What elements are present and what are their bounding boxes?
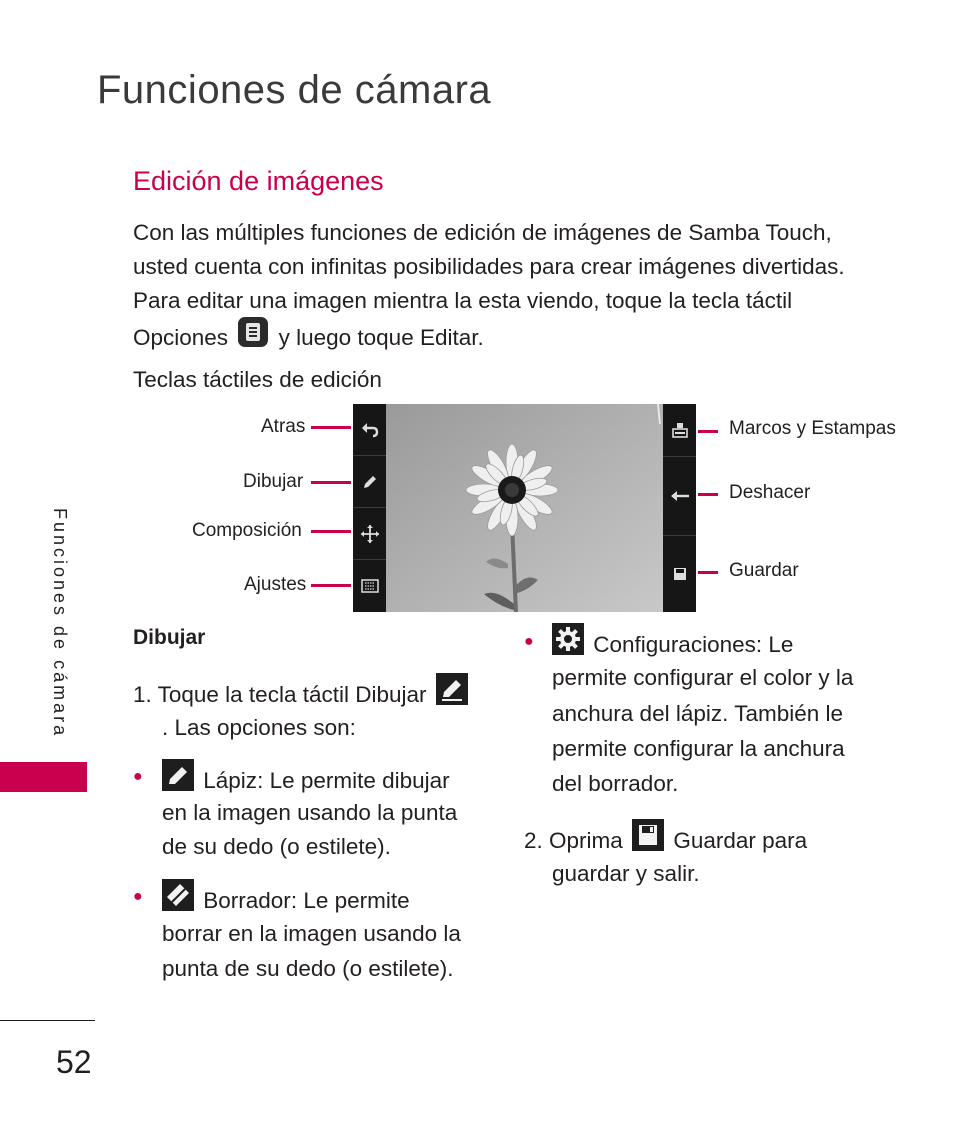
chapter-tab-bar	[0, 762, 87, 792]
callout-line	[311, 584, 351, 587]
borrador-line3: punta de su dedo (o estilete).	[162, 956, 454, 981]
step1-text: 1. Toque la tecla táctil Dibujar	[133, 681, 427, 707]
config-term: Configuraciones	[593, 631, 756, 657]
callout-composicion: Composición	[192, 520, 302, 541]
callout-line	[311, 481, 351, 484]
lapiz-desc: : Le permite dibujar	[257, 767, 450, 793]
intro-line: Para editar una imagen mientra la esta viendo, toque la tecla táctil	[133, 288, 793, 313]
bullet-dot: ●	[133, 768, 143, 785]
callout-line	[698, 571, 718, 574]
callout-guardar: Guardar	[729, 560, 799, 581]
config-line5: del borrador.	[552, 771, 679, 796]
right-key-column	[663, 404, 696, 612]
callout-line	[311, 530, 351, 533]
draw-key[interactable]	[353, 456, 386, 508]
step2-save-text: Guardar para	[673, 827, 808, 853]
lapiz-term: Lápiz	[203, 767, 258, 793]
settings-gear-icon	[552, 623, 584, 665]
side-chapter-label	[48, 508, 78, 758]
side-chapter-text: Funciones de cámara	[50, 508, 70, 739]
page-title: Funciones de cámara	[97, 68, 492, 112]
intro-paragraph	[133, 216, 913, 360]
lapiz-line2: en la imagen usando la punta	[162, 800, 458, 825]
callout-line	[311, 426, 351, 429]
intro-after-icon: y luego toque Editar.	[278, 324, 484, 350]
callout-deshacer: Deshacer	[729, 482, 811, 503]
back-key[interactable]	[353, 404, 386, 456]
draw-pencil-icon	[436, 673, 468, 715]
sample-photo	[386, 404, 663, 612]
callout-line	[698, 493, 718, 496]
adjust-key[interactable]	[353, 560, 386, 612]
options-menu-icon	[237, 316, 269, 358]
callout-atras: Atras	[261, 416, 306, 437]
config-desc: : Le	[755, 631, 794, 657]
move-cross-icon	[360, 524, 380, 544]
callout-marcos: Marcos y Estampas	[729, 418, 896, 439]
undo-arrow-icon	[670, 490, 690, 502]
intro-line: usted cuenta con infinitas posibilidades para crear imágenes divertidas.	[133, 254, 845, 279]
page-number: 52	[56, 1044, 92, 1080]
intro-options-word: Opciones	[133, 324, 229, 350]
config-line4: permite configurar la anchura	[552, 736, 845, 761]
undo-key[interactable]	[663, 457, 696, 536]
page-rule	[0, 1020, 95, 1021]
bullet-dot: ●	[524, 633, 534, 650]
section-title: Edición de imágenes	[133, 166, 384, 196]
callout-dibujar: Dibujar	[243, 471, 304, 492]
bullet-dot: ●	[133, 888, 143, 905]
config-line2: permite configurar el color y la	[552, 665, 854, 690]
save-disk-icon	[672, 566, 688, 582]
phone-edit-screen	[353, 404, 696, 612]
save-icon	[632, 819, 664, 861]
lapiz-line3: de su dedo (o estilete).	[162, 834, 391, 859]
step2-text: 2. Oprima	[524, 827, 623, 853]
draw-heading: Dibujar	[133, 626, 206, 649]
save-key[interactable]	[663, 536, 696, 612]
callout-line	[698, 430, 718, 433]
intro-line: Con las múltiples funciones de edición de imágenes de Samba Touch,	[133, 220, 832, 245]
stamp-frame-icon	[671, 421, 689, 439]
edit-keys-heading: Teclas táctiles de edición	[133, 367, 382, 392]
adjust-grid-icon	[361, 578, 379, 594]
composition-key[interactable]	[353, 508, 386, 560]
intro-line	[133, 318, 913, 360]
step2-line2: guardar y salir.	[552, 861, 700, 886]
borrador-term: Borrador	[203, 887, 291, 913]
borrador-line2: borrar en la imagen usando la	[162, 921, 461, 946]
config-line3: anchura del lápiz. También le	[552, 701, 844, 726]
frames-stamps-key[interactable]	[663, 404, 696, 457]
callout-ajustes: Ajustes	[244, 574, 307, 595]
pencil-icon	[362, 474, 378, 490]
step1-options: . Las opciones son:	[162, 715, 356, 740]
left-key-column	[353, 404, 386, 612]
eraser-icon	[162, 879, 194, 921]
borrador-desc: : Le permite	[290, 887, 410, 913]
back-arrow-icon	[361, 422, 379, 438]
